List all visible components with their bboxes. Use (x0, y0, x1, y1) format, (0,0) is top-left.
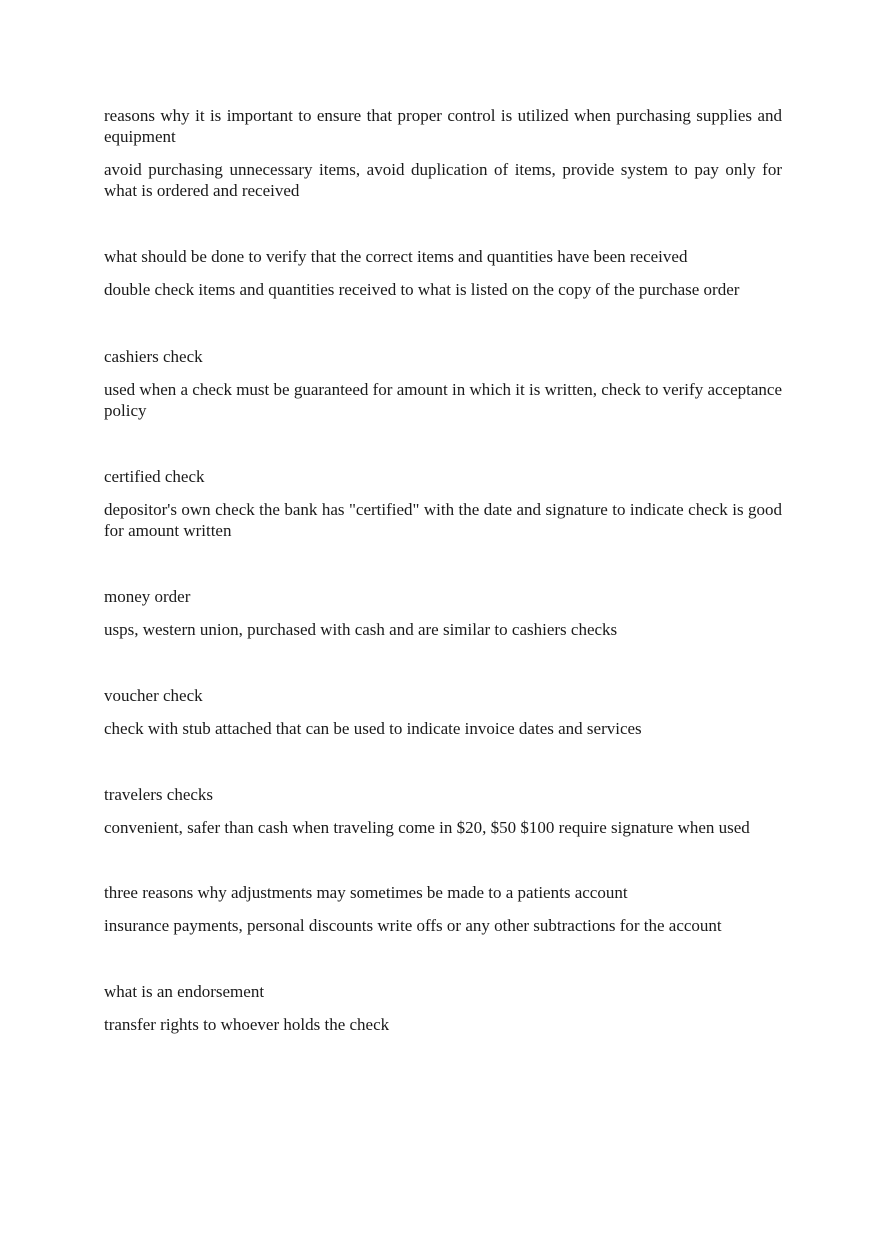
flashcard-entry (104, 784, 782, 838)
flashcard-entry (104, 586, 782, 640)
card-definition: usps, western union, purchased with cash and are similar to cashiers checks (104, 620, 618, 639)
flashcard-entry (104, 105, 782, 201)
flashcard-entry (104, 466, 782, 541)
flashcard-entry (104, 685, 782, 739)
flashcard-entry (104, 882, 782, 936)
card-term: certified check (104, 467, 205, 486)
flashcard-entry (104, 981, 782, 1035)
card-definition: insurance payments, personal discounts write offs or any other subtractions for the account (104, 916, 722, 935)
card-term: reasons why it is important to ensure that proper control is utilized when purchasing supplies and equipment (104, 106, 782, 146)
flashcard-entry (104, 346, 782, 421)
card-definition: depositor's own check the bank has "certified" with the date and signature to indicate check is good for amount written (104, 500, 782, 540)
card-term: money order (104, 587, 191, 606)
flashcard-entry (104, 246, 782, 300)
card-term: cashiers check (104, 347, 203, 366)
card-definition: transfer rights to whoever holds the check (104, 1015, 390, 1034)
card-definition: convenient, safer than cash when traveling come in $20, $50 $100 require signature when used (104, 818, 750, 837)
card-term: voucher check (104, 686, 203, 705)
card-definition: double check items and quantities received to what is listed on the copy of the purchase order (104, 280, 740, 299)
card-term: what should be done to verify that the correct items and quantities have been received (104, 247, 688, 266)
card-definition: used when a check must be guaranteed for amount in which it is written, check to verify acceptance policy (104, 380, 782, 420)
card-definition: avoid purchasing unnecessary items, avoid duplication of items, provide system to pay only for what is ordered and received (104, 160, 782, 200)
card-term: three reasons why adjustments may sometimes be made to a patients account (104, 883, 628, 902)
card-definition: check with stub attached that can be used to indicate invoice dates and services (104, 719, 642, 738)
card-term: travelers checks (104, 785, 214, 804)
card-term: what is an endorsement (104, 982, 265, 1001)
